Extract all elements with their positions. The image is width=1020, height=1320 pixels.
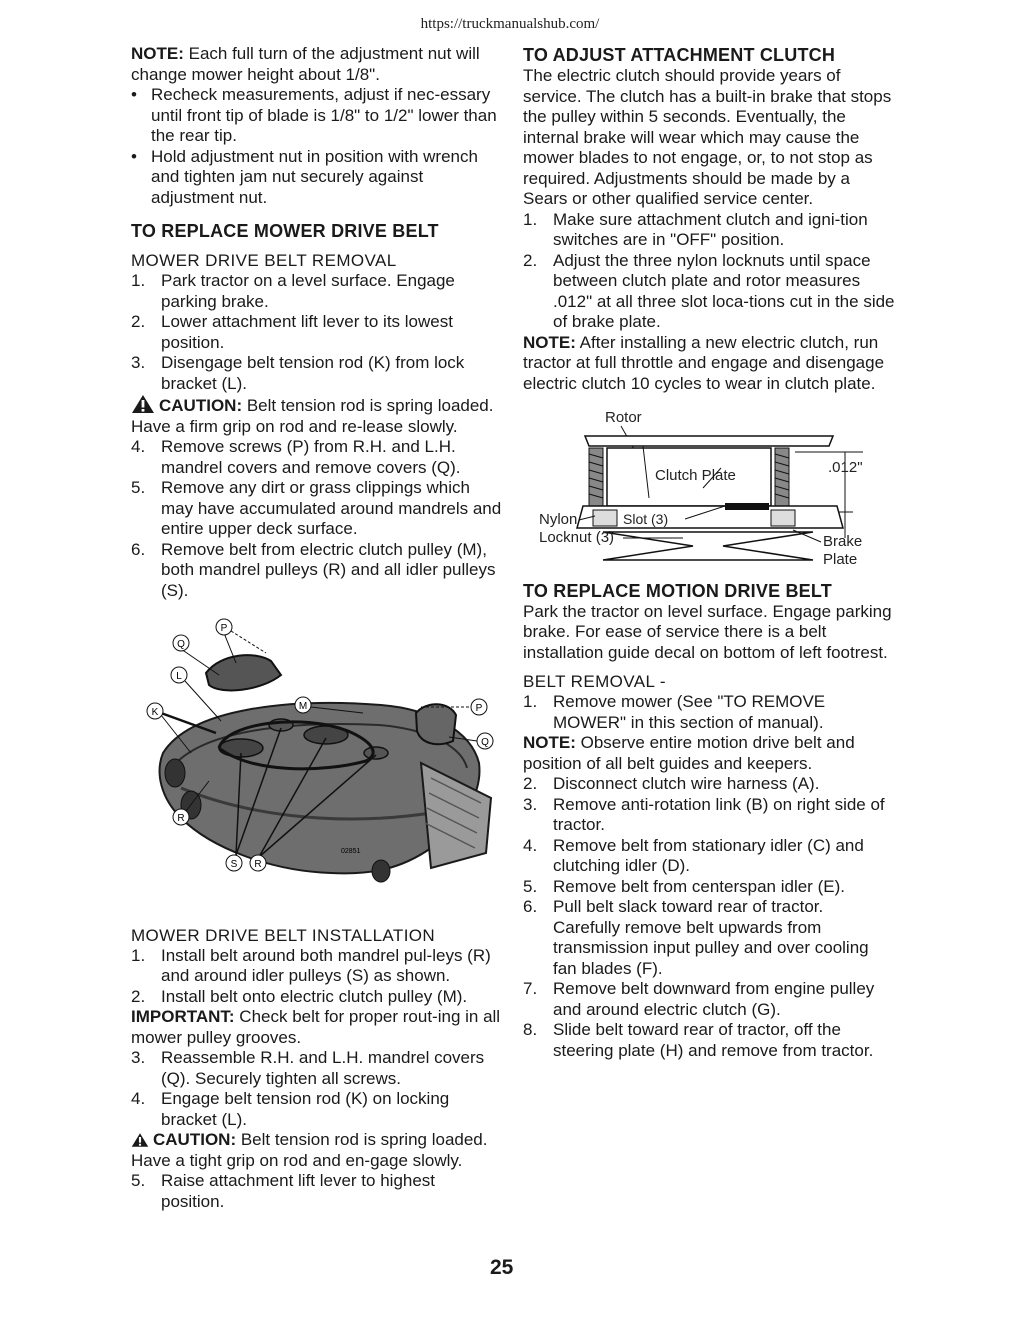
subheading-belt-installation: MOWER DRIVE BELT INSTALLATION <box>131 925 436 945</box>
label-plate: Plate <box>823 551 858 568</box>
subheading-belt-removal: MOWER DRIVE BELT REMOVAL <box>131 251 397 270</box>
removal-step: 3. Disengage belt tension rod (K) from lock bracket (L). <box>131 353 465 393</box>
motion-step: 3. Remove anti-rotation link (B) on right side of tractor. <box>523 794 885 834</box>
fig-label-q: Q <box>177 639 185 650</box>
motion-step: 1. Remove mower (See "TO REMOVE MOWER" in this section of manual). <box>523 692 826 732</box>
install-step: 4. Engage belt tension rod (K) on locking bracket (L). <box>131 1089 450 1129</box>
label-clutch-plate: Clutch Plate <box>655 467 736 484</box>
label-slot: Slot (3) <box>623 511 669 527</box>
note-clutch: NOTE: After installing a new electric clutch, run tractor at full throttle and engage and disengage electric clutch 10 cycles to wear in clutch plate. <box>523 332 885 393</box>
heading-adjust-clutch: TO ADJUST ATTACHMENT CLUTCH <box>523 45 836 65</box>
mower-deck-diagram <box>131 613 503 911</box>
heading-replace-motion-belt: TO REPLACE MOTION DRIVE BELT <box>523 580 832 601</box>
label-gap: .012" <box>828 459 863 476</box>
motion-step: 5. Remove belt from centerspan idler (E). <box>523 876 845 896</box>
label-brake: Brake <box>823 533 863 550</box>
bullet-hold-nut: • Hold adjustment nut in position with wrench and tighten jam nut securely against adjustment nut. <box>131 146 478 207</box>
install-step: 1. Install belt around both mandrel pul-leys (R) and around idler pulleys (S) as shown. <box>131 945 491 985</box>
removal-step: 1. Park tractor on a level surface. Engage parking brake. <box>131 271 455 311</box>
fig-label-r1: R <box>177 813 185 824</box>
clutch-step: 2. Adjust the three nylon locknuts until space between clutch plate and rotor measures .012" at all three slot loca-tions cut in the side of brake plate. <box>523 250 895 331</box>
fig-label-k: K <box>151 707 159 718</box>
warning-triangle-icon <box>131 1132 149 1148</box>
install-step: 5. Raise attachment lift lever to highest position. <box>131 1171 436 1211</box>
warning-triangle-icon <box>131 394 155 414</box>
fig-label-r2: R <box>254 859 262 870</box>
fig-code: 02851 <box>341 848 361 855</box>
bullet-recheck: • Recheck measurements, adjust if nec-essary until front tip of blade is 1/8" to 1/2" lower than the rear tip. <box>131 85 497 145</box>
caution-installation: CAUTION: Belt tension rod is spring loaded. Have a tight grip on rod and en-gage slowly. <box>131 1130 488 1170</box>
note-motion-belt: NOTE: Observe entire motion drive belt and position of all belt guides and keepers. <box>523 733 855 773</box>
source-url: https://truckmanualshub.com/ <box>420 16 600 32</box>
clutch-diagram <box>523 408 895 568</box>
page-number: 25 <box>490 1256 514 1279</box>
removal-step: 2. Lower attachment lift lever to its lowest position. <box>131 312 453 352</box>
motion-step: 8. Slide belt toward rear of tractor, off the steering plate (H) and remove from tractor. <box>523 1020 874 1060</box>
install-step: 3. Reassemble R.H. and L.H. mandrel covers (Q). Securely tighten all screws. <box>131 1048 485 1088</box>
fig-label-m: M <box>298 701 308 712</box>
install-step: 2. Install belt onto electric clutch pulley (M). <box>131 986 468 1006</box>
motion-step: 7. Remove belt downward from engine pulley and around electric clutch (G). <box>523 979 875 1019</box>
fig-label-p: P <box>220 623 228 634</box>
removal-step: 4. Remove screws (P) from R.H. and L.H. mandrel covers and remove covers (Q). <box>131 437 461 477</box>
label-locknut: Locknut (3) <box>539 529 615 546</box>
fig-label-l: L <box>176 671 182 682</box>
motion-step: 4. Remove belt from stationary idler (C) and clutching idler (D). <box>523 835 864 875</box>
clutch-step: 1. Make sure attachment clutch and igni-tion switches are in "OFF" position. <box>523 209 868 249</box>
label-nylon: Nylon <box>539 511 578 528</box>
subheading-belt-removal-right: BELT REMOVAL - <box>523 672 666 691</box>
fig-label-s: S <box>230 859 238 870</box>
left-column <box>131 44 503 1212</box>
right-column <box>523 44 895 1061</box>
label-rotor: Rotor <box>605 409 642 426</box>
motion-belt-intro: Park the tractor on level surface. Engage parking brake. For ease of service there is a belt installation guide decal on bottom of left footrest. <box>523 601 892 662</box>
motion-step: 6. Pull belt slack toward rear of tractor. Carefully remove belt upwards from transmission input pulley and over cooling fan blades (F). <box>523 897 869 978</box>
note-adjustment: NOTE: Each full turn of the adjustment nut will change mower height about 1/8". <box>131 44 480 84</box>
removal-step: 6. Remove belt from electric clutch pulley (M), both mandrel pulleys (R) and all idler pulleys (S). <box>131 539 496 600</box>
heading-replace-mower-belt: TO REPLACE MOWER DRIVE BELT <box>131 221 439 241</box>
fig-label-q2: Q <box>481 737 489 748</box>
caution-removal: CAUTION: Belt tension rod is spring loaded. Have a firm grip on rod and re-lease slowly. <box>131 396 494 436</box>
fig-label-p2: P <box>475 703 483 714</box>
clutch-intro: The electric clutch should provide years of service. The clutch has a built-in brake that stops the pulley within 5 seconds. Eventually, the internal brake will wear which may cause the mower blades to not engage, or, to not stop as required. Adjustments should be made by a Sears or other qualified service center. <box>523 66 892 208</box>
removal-step: 5. Remove any dirt or grass clippings which may have accumulated around mandrels and entire upper deck surface. <box>131 478 502 538</box>
important-note: IMPORTANT: Check belt for proper rout-ing in all mower pulley grooves. <box>131 1007 501 1047</box>
motion-step: 2. Disconnect clutch wire harness (A). <box>523 774 820 793</box>
